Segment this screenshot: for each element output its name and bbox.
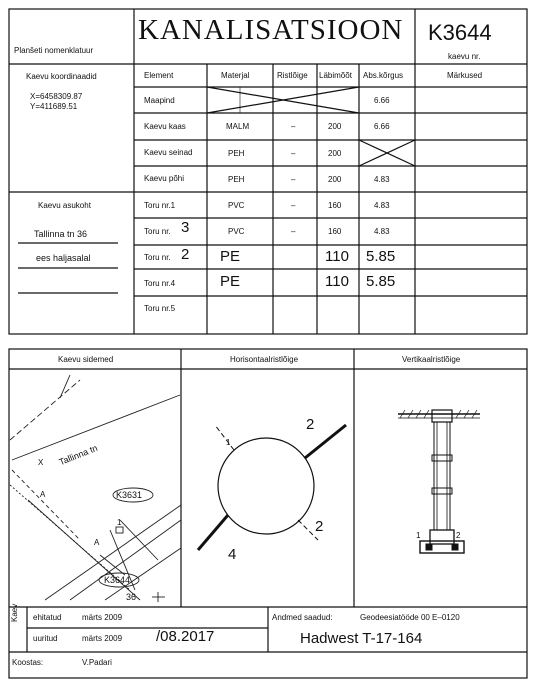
- row-element: Toru nr.1: [144, 201, 176, 210]
- location-label: Kaevu asukoht: [38, 201, 91, 210]
- row-diameter: 110: [325, 273, 349, 290]
- row-abs: 4.83: [374, 227, 390, 236]
- map-pipe-number: 1: [117, 518, 122, 527]
- row-abs: 6.66: [374, 122, 390, 131]
- map-letter-a: A: [40, 490, 46, 499]
- row-material: PVC: [228, 227, 245, 236]
- row-cross: –: [291, 201, 296, 210]
- row-element: Kaevu kaas: [144, 122, 186, 131]
- section-horizontal-title: Horisontaalristlõige: [230, 355, 299, 364]
- row-abs: 5.85: [366, 273, 396, 290]
- row-element: Toru nr.4: [144, 279, 176, 288]
- location-line1: Tallinna tn 36: [34, 229, 88, 239]
- horiz-pipe-2a-label: 2: [306, 416, 315, 433]
- coord-y: Y=411689.51: [30, 102, 78, 111]
- col-remarks: Märkused: [447, 71, 483, 80]
- row-material: PEH: [228, 149, 245, 158]
- row-material: PEH: [228, 175, 245, 184]
- vert-pipe-1-label: 1: [416, 531, 421, 540]
- map-well-b: K3644: [104, 575, 131, 585]
- row-cross: –: [291, 149, 296, 158]
- source-value: Geodeesiatööde 00 E–0120: [360, 613, 460, 622]
- sheet-label: Planšeti nomenklatuur: [14, 46, 94, 55]
- row-cross: –: [291, 175, 296, 184]
- row-element: Maapind: [144, 96, 175, 105]
- compiled-value: V.Padari: [82, 658, 112, 667]
- site-map-drawing: [10, 375, 181, 602]
- row-element-handwritten: 3: [181, 219, 190, 236]
- col-element: Element: [144, 71, 174, 80]
- well-code-label: kaevu nr.: [448, 52, 481, 61]
- map-letter-x: X: [38, 458, 44, 467]
- well-code: K3644: [428, 20, 492, 45]
- surveyed-date: märts 2009: [82, 634, 123, 643]
- document-title: KANALISATSIOON: [138, 14, 404, 46]
- row-abs: 6.66: [374, 96, 390, 105]
- row-diameter: 110: [325, 248, 349, 265]
- map-house-number: 36: [126, 592, 137, 602]
- compiled-label: Koostas:: [12, 658, 44, 667]
- vertical-section-drawing: [398, 410, 480, 553]
- coord-x: X=6458309.87: [30, 92, 83, 101]
- col-diameter: Läbimõõt: [319, 71, 352, 80]
- section-vertical-title: Vertikaalristlõige: [402, 355, 461, 364]
- row-material: PVC: [228, 201, 245, 210]
- col-material: Materjal: [221, 71, 250, 80]
- built-date: märts 2009: [82, 613, 123, 622]
- map-street-label: Tallinna tn: [57, 442, 99, 468]
- row-element: Kaevu põhi: [144, 174, 185, 183]
- row-element: Toru nr.: [144, 227, 171, 236]
- horiz-pipe-1-label: 1: [226, 438, 231, 447]
- source-handwritten: Hadwest T-17-164: [300, 630, 423, 647]
- coords-label: Kaevu koordinaadid: [26, 72, 97, 81]
- horiz-pipe-2b-label: 2: [315, 518, 324, 535]
- col-cross-section: Ristlõige: [277, 71, 308, 80]
- row-abs: 4.83: [374, 201, 390, 210]
- surveyed-label: uuritud: [33, 634, 58, 643]
- vert-pipe-2-label: 2: [456, 531, 461, 540]
- col-abs-height: Abs.kõrgus: [363, 71, 404, 80]
- row-material: PE: [220, 273, 241, 290]
- horiz-pipe-4-label: 4: [228, 546, 237, 563]
- location-line2: ees haljasalal: [36, 253, 91, 263]
- row-element-handwritten: 2: [181, 246, 190, 263]
- row-material: PE: [220, 248, 241, 265]
- source-label: Andmed saadud:: [272, 613, 333, 622]
- row-element: Toru nr.: [144, 253, 171, 262]
- horizontal-section-drawing: [198, 425, 346, 550]
- footer-side-label: Kaev: [10, 603, 19, 622]
- row-diameter: 200: [328, 122, 342, 131]
- row-cross: –: [291, 227, 296, 236]
- row-abs: 5.85: [366, 248, 396, 265]
- surveyed-handwritten: /08.2017: [156, 628, 215, 645]
- row-abs: 4.83: [374, 175, 390, 184]
- row-material: MALM: [226, 122, 250, 131]
- map-letter-a: A: [94, 538, 100, 547]
- row-diameter: 200: [328, 149, 342, 158]
- row-element: Kaevu seinad: [144, 148, 193, 157]
- built-label: ehitatud: [33, 613, 62, 622]
- row-diameter: 160: [328, 201, 342, 210]
- section-ties-title: Kaevu sidemed: [58, 355, 114, 364]
- row-cross: –: [291, 122, 296, 131]
- row-diameter: 160: [328, 227, 342, 236]
- row-diameter: 200: [328, 175, 342, 184]
- map-well-a: K3631: [116, 490, 143, 500]
- row-element: Toru nr.5: [144, 304, 176, 313]
